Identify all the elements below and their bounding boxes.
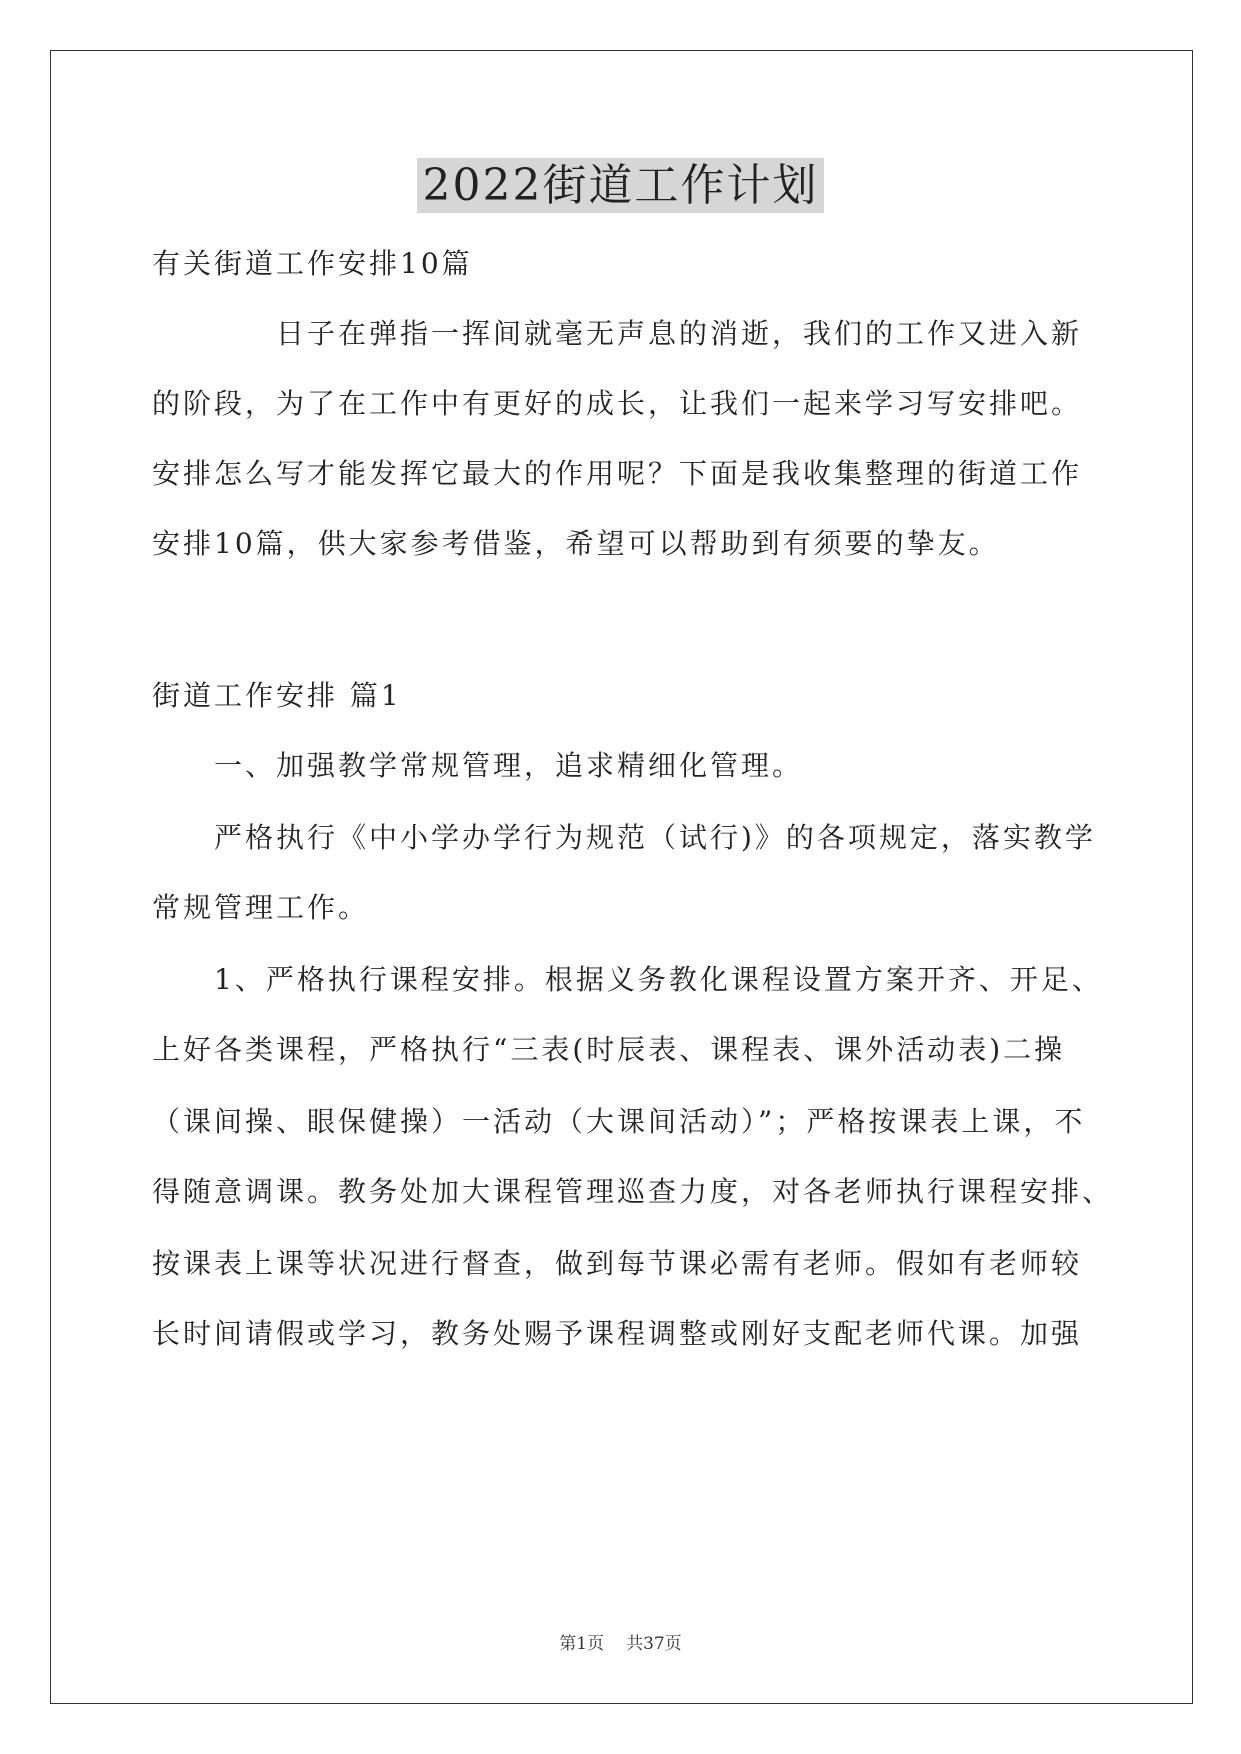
page-number: 第1页 xyxy=(559,1634,605,1654)
paragraph-line: 长时间请假或学习，教务处赐予课程调整或刚好支配老师代课。加强 xyxy=(152,1317,1083,1350)
paragraph-line: 安排怎么写才能发挥它最大的作用呢？下面是我收集整理的街道工作 xyxy=(152,457,1083,490)
paragraph-line: 得随意调课。教务处加大课程管理巡查力度，对各老师执行课程安排、 xyxy=(152,1175,1114,1208)
document-subtitle: 有关街道工作安排10篇 xyxy=(152,247,473,280)
paragraph-line: 一、加强教学常规管理，追求精细化管理。 xyxy=(152,749,804,782)
section-heading: 街道工作安排 篇1 xyxy=(152,679,402,712)
paragraph-line: 常规管理工作。 xyxy=(152,891,370,924)
page-total: 共37页 xyxy=(626,1634,682,1654)
paragraph-line: （课间操、眼保健操）一活动（大课间活动）”；严格按课表上课，不 xyxy=(152,1105,1086,1138)
paragraph-line: 的阶段，为了在工作中有更好的成长，让我们一起来学习写安排吧。 xyxy=(152,387,1083,420)
document-title: 2022街道工作计划 xyxy=(0,158,1241,214)
page-footer xyxy=(0,1633,1241,1655)
paragraph-line: 1、严格执行课程安排。根据义务教化课程设置方案开齐、开足、 xyxy=(152,963,1103,996)
page-border xyxy=(50,50,1193,1704)
paragraph-line: 日子在弹指一挥间就毫无声息的消逝，我们的工作又进入新 xyxy=(152,317,1083,350)
paragraph-line: 上好各类课程，严格执行“三表(时辰表、课程表、课外活动表)二操 xyxy=(152,1033,1066,1066)
paragraph-line: 按课表上课等状况进行督查，做到每节课必需有老师。假如有老师较 xyxy=(152,1247,1083,1280)
paragraph-line: 严格执行《中小学办学行为规范（试行)》的各项规定，落实教学 xyxy=(152,821,1096,854)
paragraph-line: 安排10篇，供大家参考借鉴，希望可以帮助到有须要的挚友。 xyxy=(152,527,1000,560)
